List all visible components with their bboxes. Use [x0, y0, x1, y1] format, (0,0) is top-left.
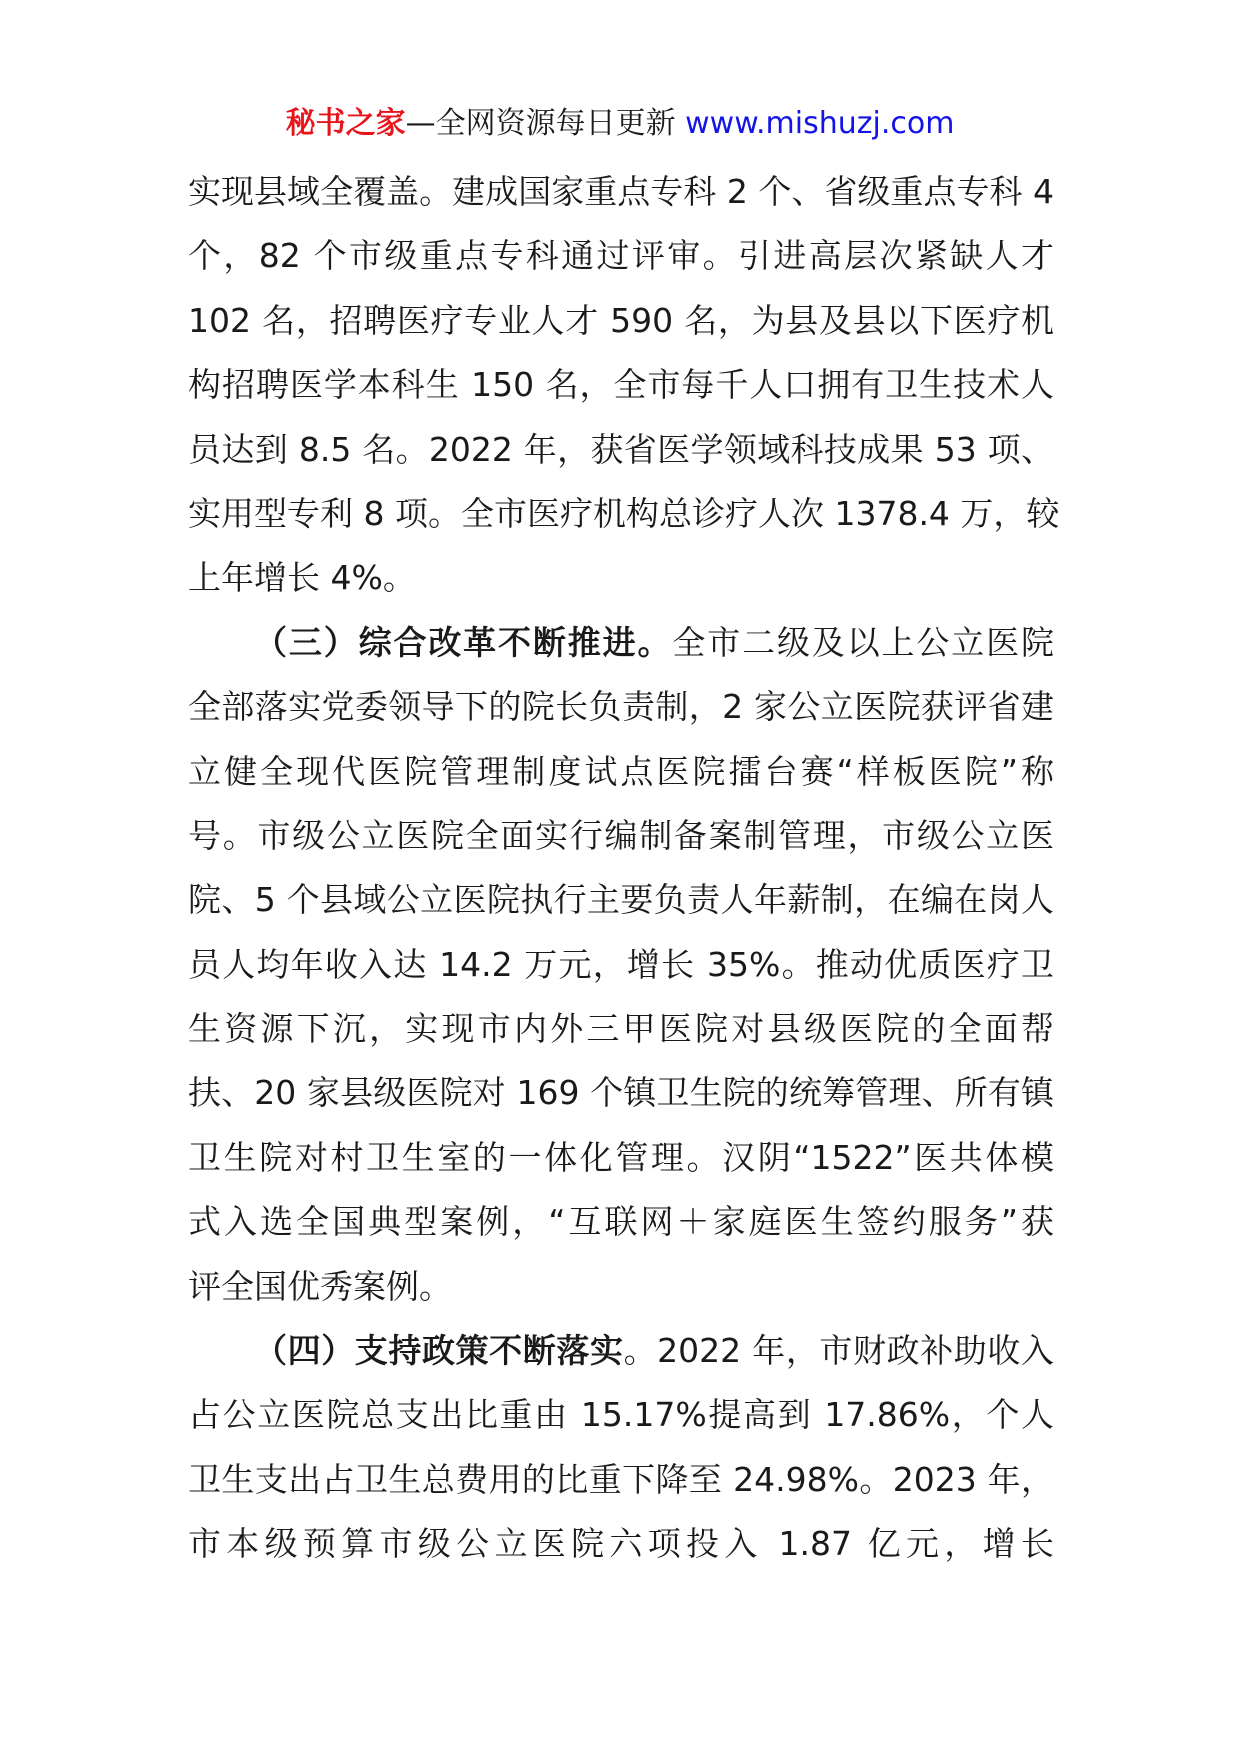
section-heading-line [188, 1319, 1054, 1383]
text-run: 全市二级及以上公立医院 [672, 622, 1055, 662]
paragraph-staff-achievements [188, 160, 1060, 611]
text-line: 实用型专利 8 项。全市医疗机构总诊疗人次 1378.4 万，较 [188, 493, 1060, 533]
text-line: 全部落实党委领导下的院长负责制，2 家公立医院获评省建 [188, 687, 1054, 727]
text-line: 院、5 个县域公立医院执行主要负责人年薪制，在编在岗人 [188, 880, 1054, 920]
text-run: 。2022 年，市财政补助收入 [623, 1331, 1054, 1371]
text-line: 员达到 8.5 名。2022 年，获省医学领域科技成果 53 项、 [188, 429, 1054, 469]
section-heading-line [188, 611, 1054, 675]
text-line: 卫生院对村卫生室的一体化管理。汉阴“1522”医共体模 [188, 1137, 1054, 1177]
text-line: 卫生支出占卫生总费用的比重下降至 24.98%。2023 年， [188, 1459, 1054, 1499]
text-line: 上年增长 4%。 [188, 558, 416, 598]
document-body [188, 160, 1060, 1577]
text-line: 员人均年收入达 14.2 万元，增长 35%。推动优质医疗卫 [188, 944, 1054, 984]
text-line: 构招聘医学本科生 150 名，全市每千人口拥有卫生技术人 [188, 365, 1054, 405]
page-header [0, 104, 1240, 144]
section-heading: （三）综合改革不断推进。 [254, 622, 673, 662]
text-line: 评全国优秀案例。 [188, 1266, 452, 1306]
paragraph-comprehensive-reform [188, 611, 1054, 1319]
text-line: 个，82 个市级重点专科通过评审。引进高层次紧缺人才 [188, 236, 1054, 276]
text-line: 生资源下沉，实现市内外三甲医院对县级医院的全面帮 [188, 1009, 1054, 1049]
website-link[interactable]: www.mishuzj.com [685, 106, 955, 141]
text-line: 占公立医院总支出比重由 15.17%提高到 17.86%，个人 [188, 1395, 1054, 1435]
brand-name: 秘书之家 [285, 106, 406, 141]
text-line: 号。市级公立医院全面实行编制备案制管理，市级公立医 [188, 815, 1054, 855]
text-line: 扶、20 家县级医院对 169 个镇卫生院的统筹管理、所有镇 [188, 1073, 1054, 1113]
text-line: 实现县域全覆盖。建成国家重点专科 2 个、省级重点专科 4 [188, 172, 1054, 211]
text-line: 式入选全国典型案例，“互联网＋家庭医生签约服务”获 [188, 1202, 1054, 1242]
header-tagline: —全网资源每日更新 [405, 106, 686, 141]
text-line: 立健全现代医院管理制度试点医院擂台赛“样板医院”称 [188, 751, 1054, 791]
paragraph-policy-support [188, 1319, 1054, 1577]
text-line: 市本级预算市级公立医院六项投入 1.87 亿元，增长 [188, 1524, 1054, 1564]
text-line: 102 名，招聘医疗专业人才 590 名，为县及县以下医疗机 [188, 300, 1054, 340]
section-heading: （四）支持政策不断落实 [254, 1331, 624, 1371]
